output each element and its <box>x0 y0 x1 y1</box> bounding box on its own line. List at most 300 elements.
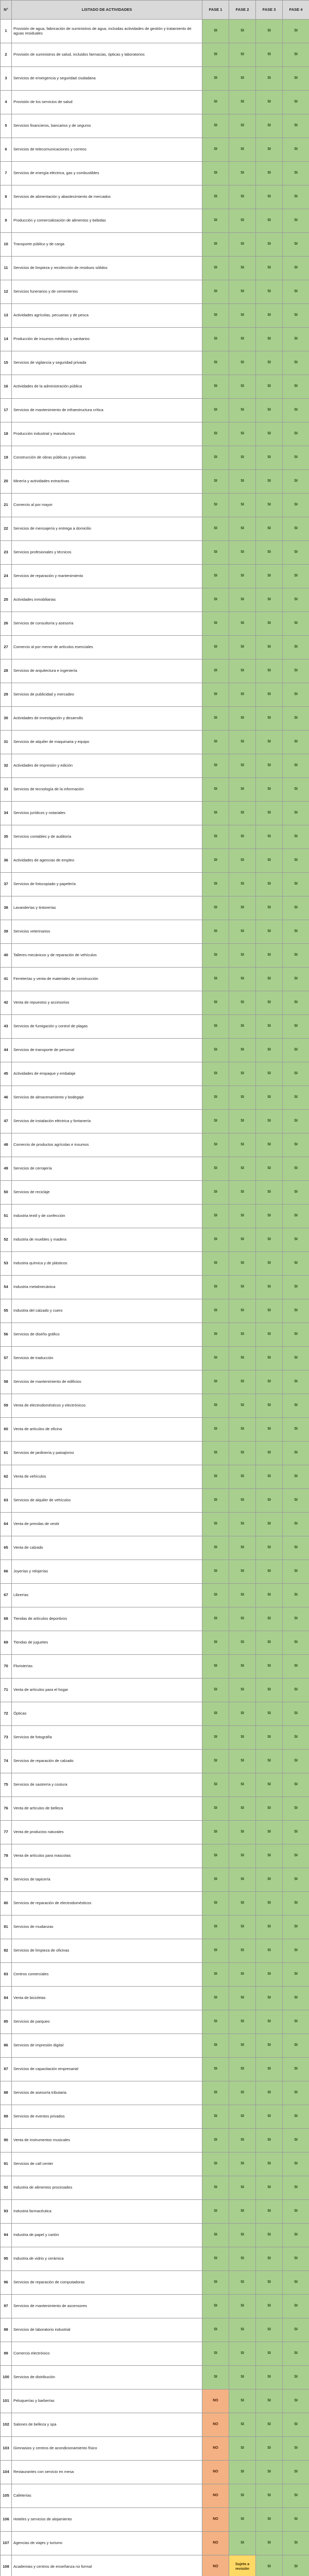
phase-4-status: SI <box>283 1276 309 1299</box>
phase-3-status: SI <box>256 659 283 683</box>
row-number: 89 <box>1 2105 12 2129</box>
phase-4-status: SI <box>283 399 309 422</box>
row-number: 72 <box>1 1702 12 1726</box>
phase-3-status: SI <box>256 2389 283 2413</box>
phase-2-status: SI <box>229 968 256 991</box>
phase-4-status: SI <box>283 1797 309 1821</box>
phase-3-status: SI <box>256 1821 283 1844</box>
activity-description: Actividades de empaque y embalaje <box>12 1062 202 1086</box>
row-number: 79 <box>1 1868 12 1892</box>
row-number: 100 <box>1 2366 12 2389</box>
table-row <box>1 1726 309 1750</box>
phase-1-status: SI <box>202 2247 229 2271</box>
phase-3-status: SI <box>256 1347 283 1370</box>
phase-1-status: SI <box>202 1489 229 1513</box>
row-number: 45 <box>1 1062 12 1086</box>
phase-3-status: SI <box>256 280 283 304</box>
phase-4-status: SI <box>283 541 309 565</box>
phase-4-status: SI <box>283 1963 309 1987</box>
phase-3-status: SI <box>256 2532 283 2555</box>
phase-1-status: SI <box>202 2342 229 2366</box>
phase-1-status: SI <box>202 280 229 304</box>
phase-4-status: SI <box>283 1062 309 1086</box>
phase-3-status: SI <box>256 1844 283 1868</box>
activity-description: Servicios de fotocopiado y papelería <box>12 873 202 896</box>
row-number: 46 <box>1 1086 12 1110</box>
phase-1-status: SI <box>202 422 229 446</box>
table-row <box>1 1181 309 1205</box>
phase-3-status: SI <box>256 873 283 896</box>
phase-2-status: SI <box>229 1916 256 1939</box>
activity-description: Servicios de publicidad y mercadeo <box>12 683 202 707</box>
activity-description: Industria de muebles y madera <box>12 1228 202 1252</box>
phase-3-status: SI <box>256 1205 283 1228</box>
phase-2-status: SI <box>229 1442 256 1465</box>
table-row <box>1 1276 309 1299</box>
row-number: 24 <box>1 565 12 588</box>
table-row <box>1 2224 309 2247</box>
phase-2-status: SI <box>229 1536 256 1560</box>
activity-description: Servicios de energía eléctrica, gas y combustibles <box>12 162 202 185</box>
phase-2-status: SI <box>229 1039 256 1062</box>
phase-3-status: SI <box>256 1252 283 1276</box>
phase-3-status: SI <box>256 233 283 257</box>
row-number: 83 <box>1 1963 12 1987</box>
table-row <box>1 2461 309 2484</box>
row-number: 31 <box>1 731 12 754</box>
phase-3-status: SI <box>256 1797 283 1821</box>
activity-description: Servicios de impresión digital <box>12 2034 202 2058</box>
row-number: 1 <box>1 20 12 43</box>
phase-2-status: Sujeto a revisión <box>229 2555 256 2576</box>
table-row <box>1 825 309 849</box>
phase-2-status: SI <box>229 873 256 896</box>
phase-2-status: SI <box>229 422 256 446</box>
activity-description: Servicios de alquiler de maquinaria y equipo <box>12 731 202 754</box>
row-number: 43 <box>1 1015 12 1039</box>
phase-2-status: SI <box>229 2318 256 2342</box>
table-row <box>1 1252 309 1276</box>
phase-1-status: SI <box>202 304 229 328</box>
phase-1-status: SI <box>202 565 229 588</box>
phase-4-status: SI <box>283 328 309 351</box>
activity-description: Servicios de capacitación empresarial <box>12 2058 202 2081</box>
phase-4-status: SI <box>283 2508 309 2532</box>
phase-1-status: SI <box>202 683 229 707</box>
phase-4-status: SI <box>283 446 309 470</box>
phase-4-status: SI <box>283 1252 309 1276</box>
phase-3-status: SI <box>256 1607 283 1631</box>
phase-1-status: SI <box>202 1370 229 1394</box>
table-row <box>1 1039 309 1062</box>
row-number: 50 <box>1 1181 12 1205</box>
table-row <box>1 2058 309 2081</box>
activity-description: Servicios de telecomunicaciones y correos <box>12 138 202 162</box>
activity-description: Venta de instrumentos musicales <box>12 2129 202 2153</box>
phase-1-status: SI <box>202 1062 229 1086</box>
table-row <box>1 1299 309 1323</box>
phase-2-status: SI <box>229 825 256 849</box>
table-row <box>1 1157 309 1181</box>
phase-3-status: SI <box>256 1418 283 1442</box>
phase-4-status: SI <box>283 1773 309 1797</box>
phase-3-status: SI <box>256 588 283 612</box>
table-row <box>1 849 309 873</box>
phase-4-status: SI <box>283 2200 309 2224</box>
phase-1-status: SI <box>202 2295 229 2318</box>
phase-4-status: SI <box>283 1110 309 1133</box>
phase-4-status: SI <box>283 1916 309 1939</box>
activity-description: Servicios de traducción <box>12 1347 202 1370</box>
phase-1-status: SI <box>202 636 229 659</box>
activity-description: Actividades inmobiliarias <box>12 588 202 612</box>
activity-description: Provisión de agua, fabricación de suministros de agua, incluidas actividades de gestión y tratamiento de aguas residuales <box>12 20 202 43</box>
activity-description: Servicios de mantenimiento de ascensores <box>12 2295 202 2318</box>
phase-1-status: NO <box>202 2508 229 2532</box>
activity-description: Servicios de alimentación y abastecimiento de mercados <box>12 185 202 209</box>
phase-3-status: SI <box>256 2200 283 2224</box>
row-number: 12 <box>1 280 12 304</box>
table-row <box>1 968 309 991</box>
activity-description: Industria de alimentos procesados <box>12 2176 202 2200</box>
phase-1-status: SI <box>202 1039 229 1062</box>
phase-3-status: SI <box>256 1702 283 1726</box>
table-row <box>1 20 309 43</box>
table-row <box>1 2200 309 2224</box>
activity-description: Actividades de impresión y edición <box>12 754 202 778</box>
phase-2-status: SI <box>229 375 256 399</box>
row-number: 26 <box>1 612 12 636</box>
activity-description: Servicios de mantenimiento de infraestructura crítica <box>12 399 202 422</box>
table-row <box>1 2413 309 2437</box>
row-number: 33 <box>1 778 12 802</box>
phase-1-status: SI <box>202 114 229 138</box>
row-number: 70 <box>1 1655 12 1679</box>
phase-4-status: SI <box>283 2034 309 2058</box>
table-row <box>1 802 309 825</box>
phase-4-status: SI <box>283 731 309 754</box>
row-number: 16 <box>1 375 12 399</box>
activity-description: Servicios de instalación eléctrica y fontanería <box>12 1110 202 1133</box>
phase-2-status: SI <box>229 1560 256 1584</box>
phase-3-status: SI <box>256 778 283 802</box>
phase-1-status: SI <box>202 494 229 517</box>
phase-3-status: SI <box>256 257 283 280</box>
phase-2-status: SI <box>229 1370 256 1394</box>
phase-2-status: SI <box>229 2342 256 2366</box>
table-row <box>1 1394 309 1418</box>
phase-3-status: SI <box>256 304 283 328</box>
row-number: 42 <box>1 991 12 1015</box>
phase-4-status: SI <box>283 1015 309 1039</box>
phase-3-status: SI <box>256 731 283 754</box>
row-number: 90 <box>1 2129 12 2153</box>
phase-4-status: SI <box>283 2129 309 2153</box>
activity-description: Restaurantes con servicio en mesa <box>12 2461 202 2484</box>
phase-1-status: SI <box>202 659 229 683</box>
row-number: 81 <box>1 1916 12 1939</box>
activity-description: Servicios de alquiler de vehículos <box>12 1489 202 1513</box>
phase-4-status: SI <box>283 1442 309 1465</box>
row-number: 34 <box>1 802 12 825</box>
phase-4-status: SI <box>283 991 309 1015</box>
row-number: 97 <box>1 2295 12 2318</box>
phase-4-status: SI <box>283 659 309 683</box>
phase-4-status: SI <box>283 1726 309 1750</box>
phase-1-status: SI <box>202 67 229 91</box>
phase-4-status: SI <box>283 91 309 114</box>
table-row <box>1 1205 309 1228</box>
row-number: 61 <box>1 1442 12 1465</box>
row-number: 7 <box>1 162 12 185</box>
table-row <box>1 2010 309 2034</box>
phase-4-status: SI <box>283 1892 309 1916</box>
phase-4-status: SI <box>283 825 309 849</box>
phase-3-status: SI <box>256 849 283 873</box>
table-row <box>1 304 309 328</box>
phase-4-status: SI <box>283 2555 309 2576</box>
row-number: 49 <box>1 1157 12 1181</box>
phase-3-status: SI <box>256 1916 283 1939</box>
phase-4-status: SI <box>283 1347 309 1370</box>
table-row <box>1 1465 309 1489</box>
activity-description: Servicios de reciclaje <box>12 1181 202 1205</box>
header-phase-3: FASE 3 <box>256 1 283 20</box>
phase-3-status: SI <box>256 351 283 375</box>
phase-2-status: SI <box>229 2271 256 2295</box>
phase-2-status: SI <box>229 2508 256 2532</box>
table-row <box>1 2247 309 2271</box>
phase-3-status: SI <box>256 517 283 541</box>
phase-1-status: NO <box>202 2413 229 2437</box>
phase-4-status: SI <box>283 2081 309 2105</box>
phase-2-status: SI <box>229 778 256 802</box>
phase-1-status: SI <box>202 1015 229 1039</box>
activity-description: Servicios de tecnología de la información <box>12 778 202 802</box>
phase-1-status: SI <box>202 541 229 565</box>
activity-description: Servicios de fotografía <box>12 1726 202 1750</box>
phase-3-status: SI <box>256 1726 283 1750</box>
phase-4-status: SI <box>283 1418 309 1442</box>
table-row <box>1 1607 309 1631</box>
activity-description: Industria farmacéutica <box>12 2200 202 2224</box>
table-row <box>1 1750 309 1773</box>
phase-3-status: SI <box>256 1536 283 1560</box>
phase-3-status: SI <box>256 1394 283 1418</box>
activity-description: Servicios veterinarios <box>12 920 202 944</box>
activity-description: Servicios de sastrería y costura <box>12 1773 202 1797</box>
table-row <box>1 1631 309 1655</box>
phase-2-status: SI <box>229 328 256 351</box>
phase-2-status: SI <box>229 185 256 209</box>
activity-description: Servicios de reparación de electrodomésticos <box>12 1892 202 1916</box>
table-row <box>1 778 309 802</box>
phase-3-status: SI <box>256 944 283 968</box>
phase-4-status: SI <box>283 1513 309 1536</box>
activity-description: Academias y centros de enseñanza no formal <box>12 2555 202 2576</box>
phase-4-status: SI <box>283 1868 309 1892</box>
phase-4-status: SI <box>283 873 309 896</box>
table-row <box>1 612 309 636</box>
activity-description: Venta de artículos para el hogar <box>12 1679 202 1702</box>
table-row <box>1 1489 309 1513</box>
row-number: 80 <box>1 1892 12 1916</box>
row-number: 5 <box>1 114 12 138</box>
activity-description: Salones de belleza y spa <box>12 2413 202 2437</box>
phase-2-status: SI <box>229 1252 256 1276</box>
row-number: 64 <box>1 1513 12 1536</box>
table-row <box>1 1939 309 1963</box>
phase-2-status: SI <box>229 2010 256 2034</box>
row-number: 30 <box>1 707 12 731</box>
phase-4-status: SI <box>283 162 309 185</box>
phase-1-status: SI <box>202 2058 229 2081</box>
phase-2-status: SI <box>229 257 256 280</box>
activity-description: Industria química y de plásticos <box>12 1252 202 1276</box>
phase-3-status: SI <box>256 114 283 138</box>
phase-4-status: SI <box>283 351 309 375</box>
phase-1-status: SI <box>202 612 229 636</box>
table-row <box>1 1560 309 1584</box>
row-number: 101 <box>1 2389 12 2413</box>
phase-4-status: SI <box>283 1394 309 1418</box>
row-number: 58 <box>1 1370 12 1394</box>
phase-1-status: SI <box>202 1276 229 1299</box>
row-number: 88 <box>1 2081 12 2105</box>
phase-2-status: SI <box>229 138 256 162</box>
phase-1-status: SI <box>202 1844 229 1868</box>
phase-1-status: NO <box>202 2389 229 2413</box>
phase-2-status: SI <box>229 1773 256 1797</box>
table-row <box>1 1015 309 1039</box>
row-number: 22 <box>1 517 12 541</box>
row-number: 104 <box>1 2461 12 2484</box>
phase-4-status: SI <box>283 304 309 328</box>
phase-2-status: SI <box>229 1939 256 1963</box>
row-number: 98 <box>1 2318 12 2342</box>
activity-description: Servicios de mudanzas <box>12 1916 202 1939</box>
phase-4-status: SI <box>283 802 309 825</box>
activity-description: Servicios financieros, bancarios y de seguros <box>12 114 202 138</box>
phase-2-status: SI <box>229 731 256 754</box>
row-number: 73 <box>1 1726 12 1750</box>
row-number: 53 <box>1 1252 12 1276</box>
row-number: 71 <box>1 1679 12 1702</box>
row-number: 2 <box>1 43 12 67</box>
phase-3-status: SI <box>256 1631 283 1655</box>
phase-2-status: SI <box>229 1655 256 1679</box>
phase-1-status: SI <box>202 1086 229 1110</box>
phase-3-status: SI <box>256 422 283 446</box>
phase-2-status: SI <box>229 2176 256 2200</box>
activity-description: Servicios contables y de auditoría <box>12 825 202 849</box>
phase-1-status: SI <box>202 328 229 351</box>
phase-1-status: NO <box>202 2484 229 2508</box>
phase-4-status: SI <box>283 43 309 67</box>
phase-4-status: SI <box>283 1489 309 1513</box>
table-row <box>1 2129 309 2153</box>
activity-description: Servicios de mensajería y entrega a domicilio <box>12 517 202 541</box>
row-number: 105 <box>1 2484 12 2508</box>
row-number: 65 <box>1 1536 12 1560</box>
table-row <box>1 1513 309 1536</box>
header-number: N° <box>1 1 12 20</box>
phase-2-status: SI <box>229 470 256 494</box>
table-row <box>1 1442 309 1465</box>
activity-description: Servicios de distribución <box>12 2366 202 2389</box>
phase-1-status: SI <box>202 1323 229 1347</box>
row-number: 32 <box>1 754 12 778</box>
phase-1-status: SI <box>202 351 229 375</box>
phase-1-status: SI <box>202 778 229 802</box>
activity-description: Comercio electrónico <box>12 2342 202 2366</box>
activity-description: Transporte público y de carga <box>12 233 202 257</box>
phase-2-status: SI <box>229 1228 256 1252</box>
row-number: 76 <box>1 1797 12 1821</box>
phase-3-status: SI <box>256 494 283 517</box>
phase-1-status: SI <box>202 1465 229 1489</box>
table-row <box>1 2105 309 2129</box>
row-number: 48 <box>1 1133 12 1157</box>
activity-description: Peluquerías y barberías <box>12 2389 202 2413</box>
phase-2-status: SI <box>229 1062 256 1086</box>
table-row <box>1 162 309 185</box>
phase-1-status: SI <box>202 920 229 944</box>
activity-description: Industria de papel y cartón <box>12 2224 202 2247</box>
table-row <box>1 1086 309 1110</box>
row-number: 11 <box>1 257 12 280</box>
phase-4-status: SI <box>283 588 309 612</box>
row-number: 8 <box>1 185 12 209</box>
phase-4-status: SI <box>283 280 309 304</box>
phase-4-status: SI <box>283 1299 309 1323</box>
phase-3-status: SI <box>256 2081 283 2105</box>
activities-body <box>1 20 309 2576</box>
phase-2-status: SI <box>229 2295 256 2318</box>
table-row <box>1 541 309 565</box>
phase-2-status: SI <box>229 1323 256 1347</box>
row-number: 102 <box>1 2413 12 2437</box>
phase-1-status: NO <box>202 2461 229 2484</box>
phase-1-status: SI <box>202 754 229 778</box>
phase-4-status: SI <box>283 2224 309 2247</box>
activity-description: Minería y actividades extractivas <box>12 470 202 494</box>
phase-2-status: SI <box>229 2081 256 2105</box>
phase-2-status: SI <box>229 304 256 328</box>
row-number: 38 <box>1 896 12 920</box>
phase-2-status: SI <box>229 1133 256 1157</box>
phase-2-status: SI <box>229 1015 256 1039</box>
row-number: 10 <box>1 233 12 257</box>
row-number: 60 <box>1 1418 12 1442</box>
row-number: 20 <box>1 470 12 494</box>
phase-3-status: SI <box>256 1655 283 1679</box>
phase-4-status: SI <box>283 2484 309 2508</box>
row-number: 54 <box>1 1276 12 1299</box>
phase-1-status: SI <box>202 257 229 280</box>
row-number: 3 <box>1 67 12 91</box>
activity-description: Actividades de la administración pública <box>12 375 202 399</box>
row-number: 63 <box>1 1489 12 1513</box>
phase-1-status: SI <box>202 2366 229 2389</box>
phase-2-status: SI <box>229 1110 256 1133</box>
phase-3-status: SI <box>256 375 283 399</box>
phase-1-status: SI <box>202 1702 229 1726</box>
table-row <box>1 1110 309 1133</box>
phase-3-status: SI <box>256 399 283 422</box>
row-number: 4 <box>1 91 12 114</box>
phase-3-status: SI <box>256 1584 283 1607</box>
